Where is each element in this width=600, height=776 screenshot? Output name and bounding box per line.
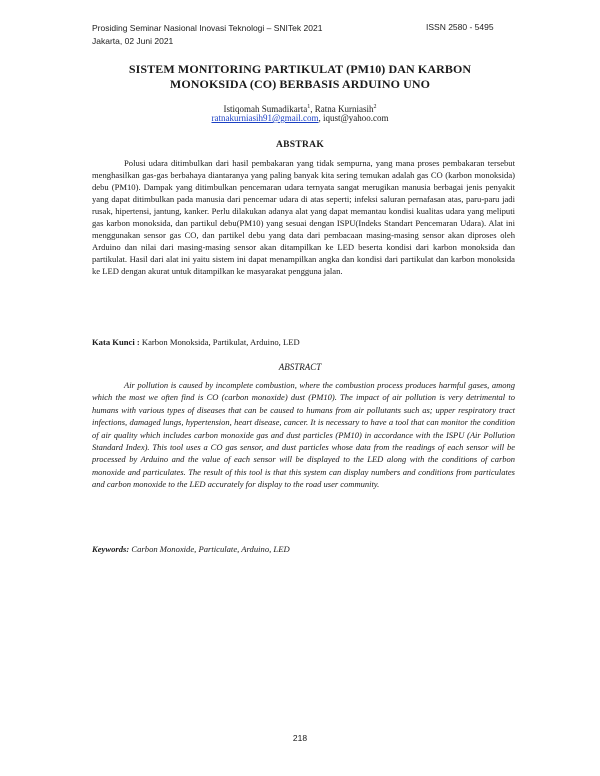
author-1-affiliation: 1 (307, 104, 311, 110)
abstract-body: Air pollution is caused by incomplete combustion, where the combustion process produces harmful gases, among which the most we often find is CO (carbon monoxide) dust (PM10). The impact of air pollution is very detrimental to humans with various types of diseases that can be caused to humans from air pollutants such as; upper respiratory tract infections, damaged lungs, hypertension, heart disease, cancer. It is necessary to have a tool that can monitor the condition of air quality which includes carbon monoxide gas and dust particles (PM10) in accordance with the ISPU (Air Pollution Standard Index). This tool uses a CO gas sensor, and dust particles whose data from the readings of each sensor will be processed by Arduino and the value of each sensor will be displayed to the LED along with the conditions of carbon monoxide and particulates. The result of this tool is that this system can display numbers and conditions from particulates and carbon monoxide to the LED accurately for display to the road user community. (92, 380, 515, 490)
issn-label: ISSN 2580 - 5495 (426, 22, 494, 32)
kata-kunci-label: Kata Kunci : (92, 337, 140, 347)
author-1-name: Istiqomah Sumadikarta (223, 104, 308, 114)
kata-kunci-values: Karbon Monoksida, Partikulat, Arduino, LED (139, 337, 300, 347)
author-separator: , (310, 104, 315, 114)
email-2: iqust@yahoo.com (322, 113, 389, 123)
author-emails (60, 113, 540, 123)
keywords-values: Carbon Monoxide, Particulate, Arduino, LED (129, 544, 290, 554)
running-header (92, 22, 322, 48)
keywords (92, 544, 515, 554)
abstrak-body: Polusi udara ditimbulkan dari hasil pembakaran yang tidak sempurna, yang mana proses pembakaran tersebut menghasilkan gas-gas berbahaya diantaranya yang paling banyak kita sering temukan adalah gas CO (karbon monoksida) debu (PM10). Dampak yang ditimbulkan pencemaran udara ternyata sangat merugikan manusia berbagai jenis penyakit yang dapat ditimbulkan pada manusia dari pencemar udara di atas seperti; infeksi saluran pernafasan atas, paru-paru jadi rusak, hipertensi, jantung, kanker. Perlu dilakukan adanya alat yang dapat memantau kondisi kualitas udara yang meliputi gas karbon monoksida, dan partikul debu(PM10) yang sesuai dengan ISPU(Indeks Standart Pencemaran Udara). Alat ini menggunakan sensor gas CO, dan partikel debu yang data dari pembacaan masing-masing sensor akan diproses oleh Arduino dan nilai dari masing-masing sensor akan ditampilkan ke LED beserta kondisi dari karbon monoksida dan partikulat. Hasil dari alat ini yaitu sistem ini dapat menampilkan angka dan kondisi dari partikulat dan karbon monoksida ke LED dengan akurat untuk ditampilkan ke masyarakat pengguna jalan. (92, 158, 515, 277)
keywords-label: Keywords: (92, 544, 130, 554)
title-line-1: SISTEM MONITORING PARTIKULAT (PM10) DAN KARBON (128, 62, 472, 76)
page-number: 218 (292, 733, 308, 743)
email-link-1[interactable]: ratnakurniasih91@gmail.com (211, 113, 319, 123)
paper-title (60, 62, 540, 92)
email-separator: , (318, 113, 323, 123)
kata-kunci (92, 337, 515, 347)
proceedings-name: Prosiding Seminar Nasional Inovasi Teknologi – SNITek 2021 (92, 23, 323, 33)
abstrak-heading: ABSTRAK (275, 140, 325, 150)
title-line-2: MONOKSIDA (CO) BERBASIS ARDUINO UNO (169, 77, 431, 91)
conference-date: Jakarta, 02 Juni 2021 (92, 36, 174, 46)
abstract-heading: ABSTRACT (278, 362, 322, 372)
author-2-name: Ratna Kurniasih (314, 104, 374, 114)
author-2-affiliation: 2 (373, 104, 377, 110)
